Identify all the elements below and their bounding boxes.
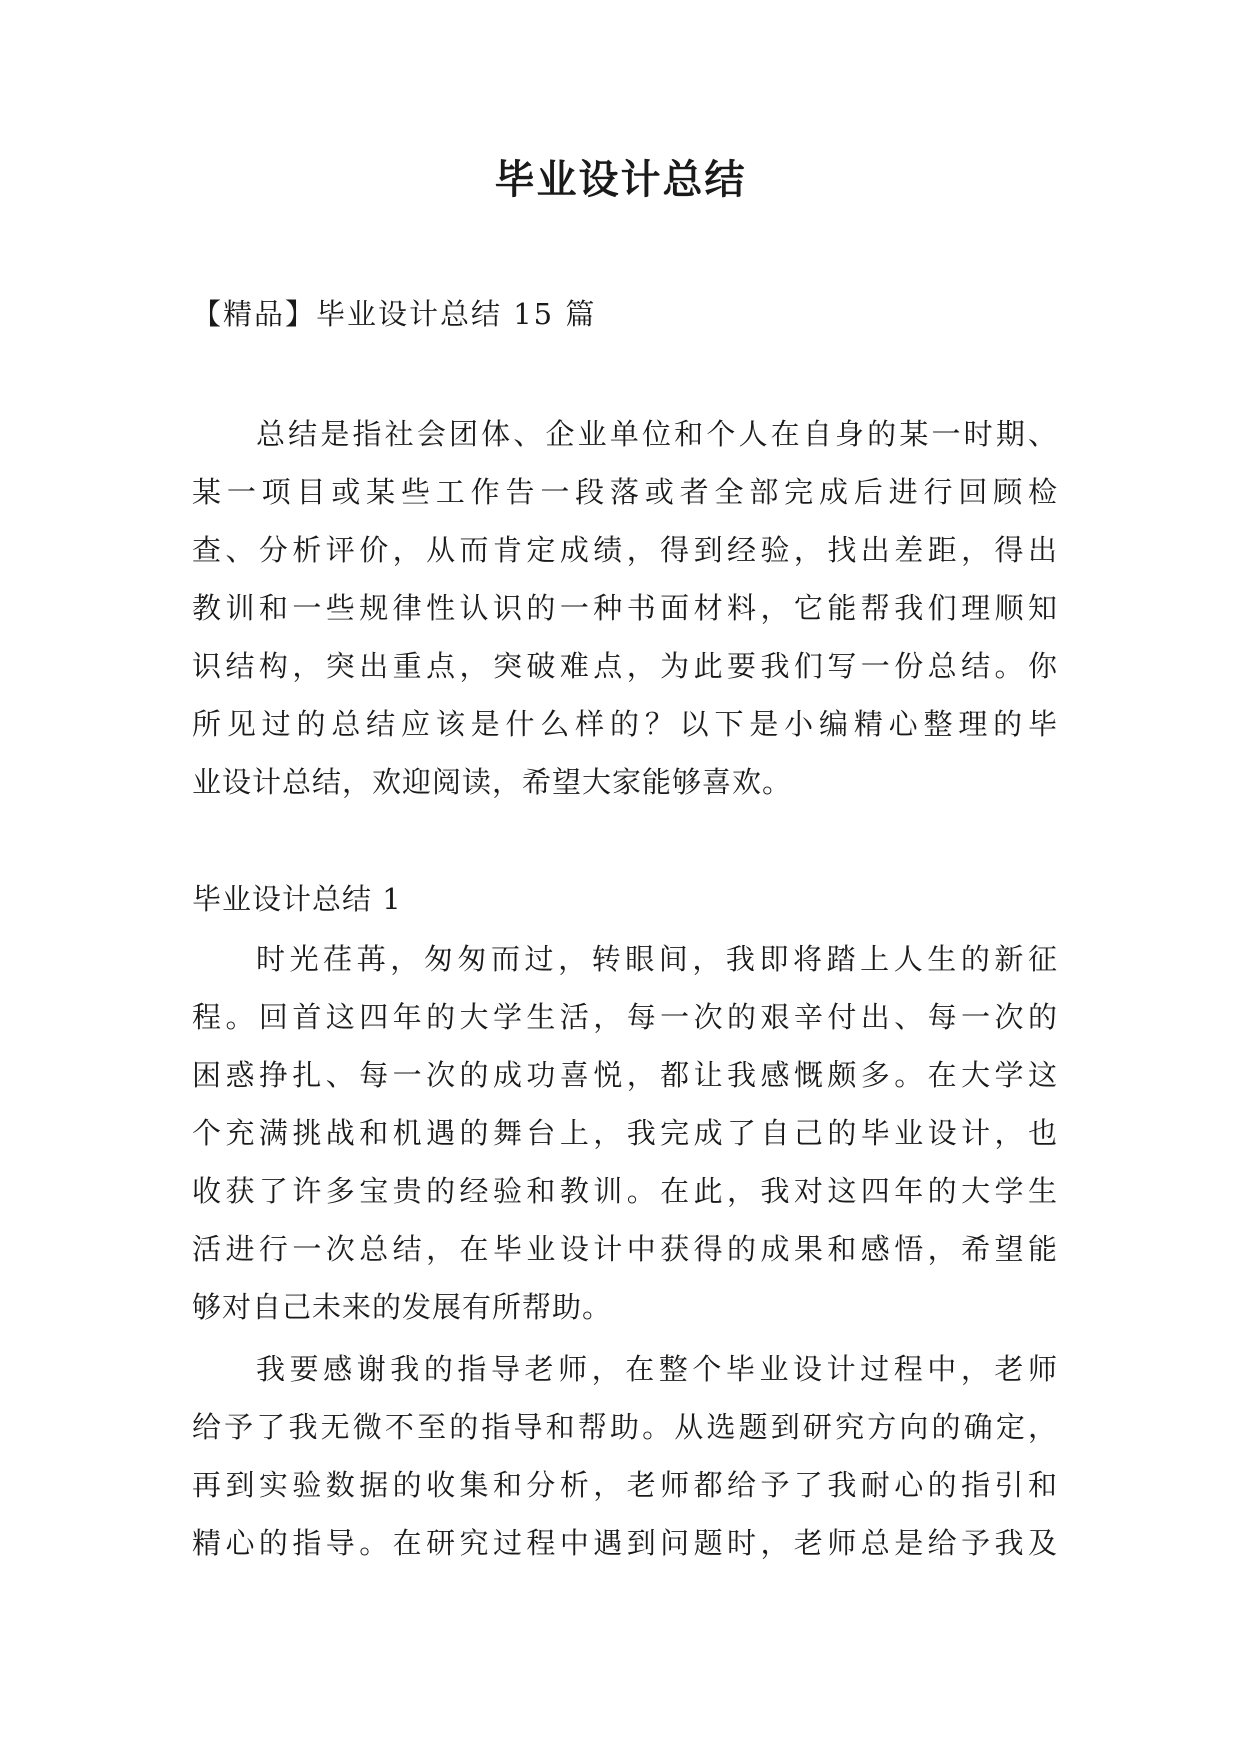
paragraph-line: 收获了许多宝贵的经验和教训。在此，我对这四年的大学生 <box>192 1174 1058 1208</box>
intro-line: 某一项目或某些工作告一段落或者全部完成后进行回顾检 <box>192 475 1058 509</box>
paragraph-line: 再到实验数据的收集和分析，老师都给予了我耐心的指引和 <box>192 1468 1058 1502</box>
intro-line: 查、分析评价，从而肯定成绩，得到经验，找出差距，得出 <box>192 533 1058 567</box>
paragraph-line: 困惑挣扎、每一次的成功喜悦，都让我感慨颇多。在大学这 <box>192 1058 1058 1092</box>
paragraph-line: 精心的指导。在研究过程中遇到问题时，老师总是给予我及 <box>192 1526 1058 1560</box>
section1-paragraph-1 <box>192 930 1058 1336</box>
paragraph-line: 时光荏苒，匆匆而过，转眼间，我即将踏上人生的新征 <box>256 942 1058 976</box>
paragraph-line: 给予了我无微不至的指导和帮助。从选题到研究方向的确定， <box>192 1410 1058 1444</box>
paragraph-line: 程。回首这四年的大学生活，每一次的艰辛付出、每一次的 <box>192 1000 1058 1034</box>
intro-line: 业设计总结，欢迎阅读，希望大家能够喜欢。 <box>192 765 793 799</box>
paragraph-line: 个充满挑战和机遇的舞台上，我完成了自己的毕业设计，也 <box>192 1116 1058 1150</box>
intro-line: 教训和一些规律性认识的一种书面材料，它能帮我们理顺知 <box>192 591 1058 625</box>
paragraph-line: 我要感谢我的指导老师，在整个毕业设计过程中，老师 <box>256 1352 1058 1386</box>
intro-line: 所见过的总结应该是什么样的？以下是小编精心整理的毕 <box>192 707 1058 741</box>
section1-paragraph-2 <box>192 1340 1058 1572</box>
section-heading: 毕业设计总结 1 <box>192 882 402 916</box>
intro-line: 识结构，突出重点，突破难点，为此要我们写一份总结。你 <box>192 649 1058 683</box>
page-title: 毕业设计总结 <box>494 157 747 203</box>
paragraph-line: 活进行一次总结，在毕业设计中获得的成果和感悟，希望能 <box>192 1232 1058 1266</box>
document-subtitle: 【精品】毕业设计总结 15 篇 <box>192 297 597 331</box>
paragraph-line: 够对自己未来的发展有所帮助。 <box>192 1290 613 1324</box>
intro-line: 总结是指社会团体、企业单位和个人在自身的某一时期、 <box>256 417 1058 451</box>
intro-paragraph <box>192 405 1058 811</box>
